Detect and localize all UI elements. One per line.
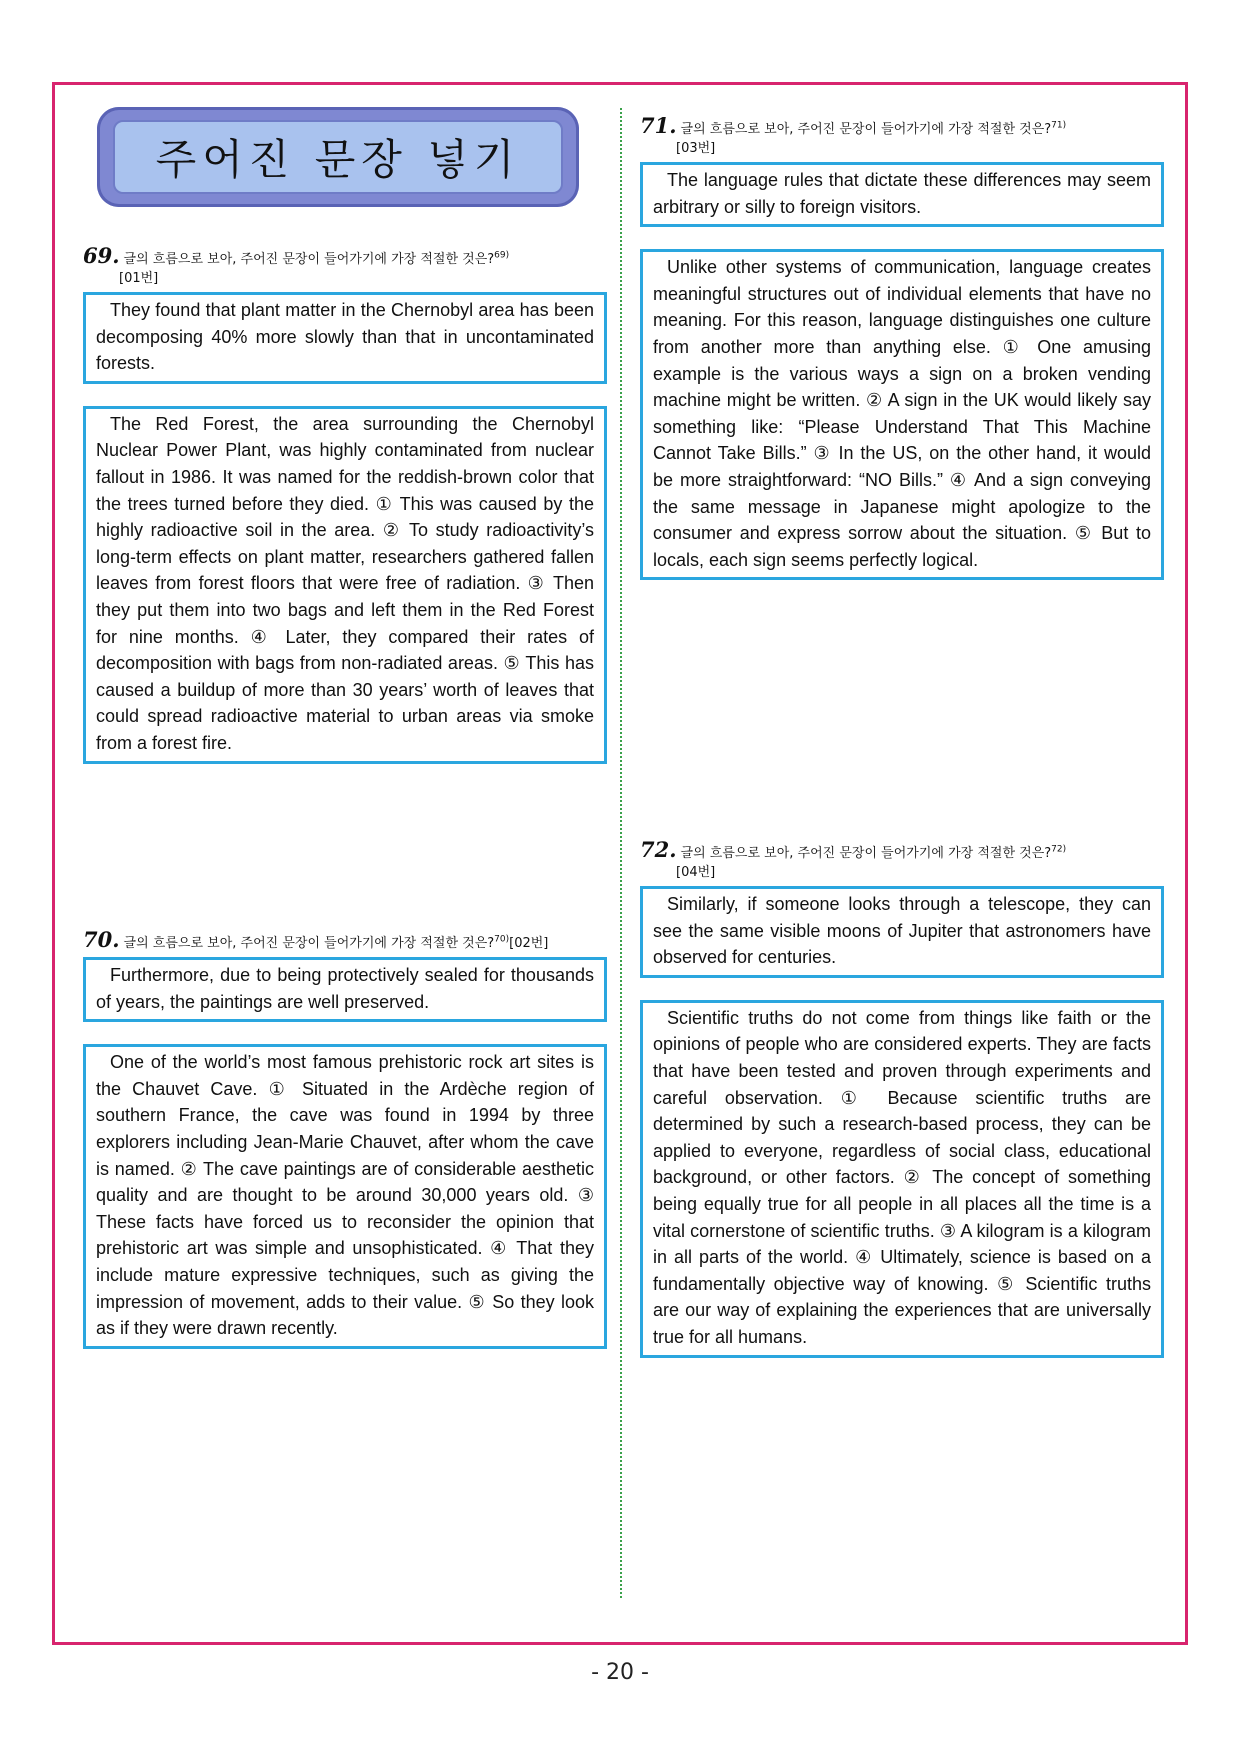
question-prompt: 글의 흐름으로 보아, 주어진 문장이 들어가기에 가장 적절한 것은? (680, 846, 1052, 861)
passage-box: The Red Forest, the area surrounding the Chernobyl Nuclear Power Plant, was highly contaminated from nuclear fallout in 1986. It was named for the reddish-brown color that the trees turned before they died. ① This was caused by the highly radioactive soil in the area. ② To study radioactivity’s long-term effects on plant matter, researchers gathered fallen leaves from forest floors that were free of radiation. ③ Then they put them into two bags and left them in the Red Forest for nine months. ④ Later, they compared their rates of decomposition with bags from non-radiated areas. ⑤ This has caused a buildup of more than 30 years’ worth of leaves that could spread radioactive material to urban areas via smoke from a forest fire. (83, 406, 607, 764)
passage-box: One of the world’s most famous prehistoric rock art sites is the Chauvet Cave. ① Situated in the Ardèche region of southern France, the cave was found in 1994 by three explorers including Jean-Marie Chauvet, after whom the cave is named. ② The cave paintings are of considerable aesthetic quality and are thought to be around 30,000 years old. ③ These facts have forced us to reconsider the opinion that prehistoric art was simple and unsophisticated. ④ That they include mature expressive techniques, such as giving the impression of movement, adds to their value. ⑤ So they look as if they were drawn recently. (83, 1044, 607, 1349)
footnote-marker: 72) (1051, 844, 1067, 855)
column-divider (620, 108, 622, 1598)
question-header (640, 113, 1164, 158)
question-70 (83, 927, 607, 1349)
question-source: [04번] (676, 865, 716, 880)
passage-box: Unlike other systems of communication, language creates meaningful structures out of individual elements that have no meaning. For this reason, language distinguishes one culture from another more than anything else. ① One amusing example is the various ways a sign on a broken vending machine might be written. ② A sign in the UK would likely say something like: “Please Understand That This Machine Cannot Take Bills.” ③ In the US, on the other hand, it would be more straightforward: “NO Bills.” ④ And a sign conveying the same message in Japanese might apologize to the consumer and express sorrow about the situation. ⑤ But to locals, each sign seems perfectly logical. (640, 249, 1164, 580)
section-title: 주어진 문장 넣기 (155, 135, 521, 184)
passage-box: Scientific truths do not come from things like faith or the opinions of people who are considered experts. They are facts that have been tested and proven through experiments and careful observation. ① Because scientific truths are determined by such a research-based process, they can be applied to everyone, regardless of social class, educational background, or other factors. ② The concept of something being equally true for all people in all places all the time is a vital cornerstone of scientific truths. ③ A kilogram is a kilogram in all parts of the world. ④ Ultimately, science is based on a fundamentally objective way of knowing. ⑤ Scientific truths are our way of explaining the experiences that are universally true for all humans. (640, 1000, 1164, 1358)
question-number: 71. (640, 113, 677, 138)
question-number: 72. (640, 837, 677, 862)
question-number: 69. (83, 243, 120, 268)
question-header (640, 837, 1164, 882)
question-header (83, 243, 607, 288)
question-prompt: 글의 흐름으로 보아, 주어진 문장이 들어가기에 가장 적절한 것은? (123, 252, 495, 267)
question-prompt: 글의 흐름으로 보아, 주어진 문장이 들어가기에 가장 적절한 것은? (123, 936, 495, 951)
footnote-marker: 70) (494, 934, 510, 945)
footnote-marker: 69) (494, 250, 510, 261)
question-71 (640, 113, 1164, 580)
question-source: [03번] (676, 141, 716, 156)
question-69 (83, 243, 607, 764)
question-prompt: 글의 흐름으로 보아, 주어진 문장이 들어가기에 가장 적절한 것은? (680, 122, 1052, 137)
section-banner-inner (113, 120, 563, 194)
question-source: [01번] (119, 271, 159, 286)
question-header (83, 927, 607, 953)
footnote-marker: 71) (1051, 120, 1067, 131)
given-sentence-box: They found that plant matter in the Chernobyl area has been decomposing 40% more slowly than that in uncontaminated forests. (83, 292, 607, 384)
given-sentence-box: Furthermore, due to being protectively sealed for thousands of years, the paintings are well preserved. (83, 957, 607, 1022)
given-sentence-box: The language rules that dictate these differences may seem arbitrary or silly to foreign visitors. (640, 162, 1164, 227)
question-72 (640, 837, 1164, 1358)
given-sentence-box: Similarly, if someone looks through a telescope, they can see the same visible moons of Jupiter that astronomers have observed for centuries. (640, 886, 1164, 978)
question-source: [02번] (509, 936, 549, 951)
section-banner (97, 107, 579, 207)
page-number: - 20 - (591, 1660, 649, 1685)
question-number: 70. (83, 927, 120, 952)
